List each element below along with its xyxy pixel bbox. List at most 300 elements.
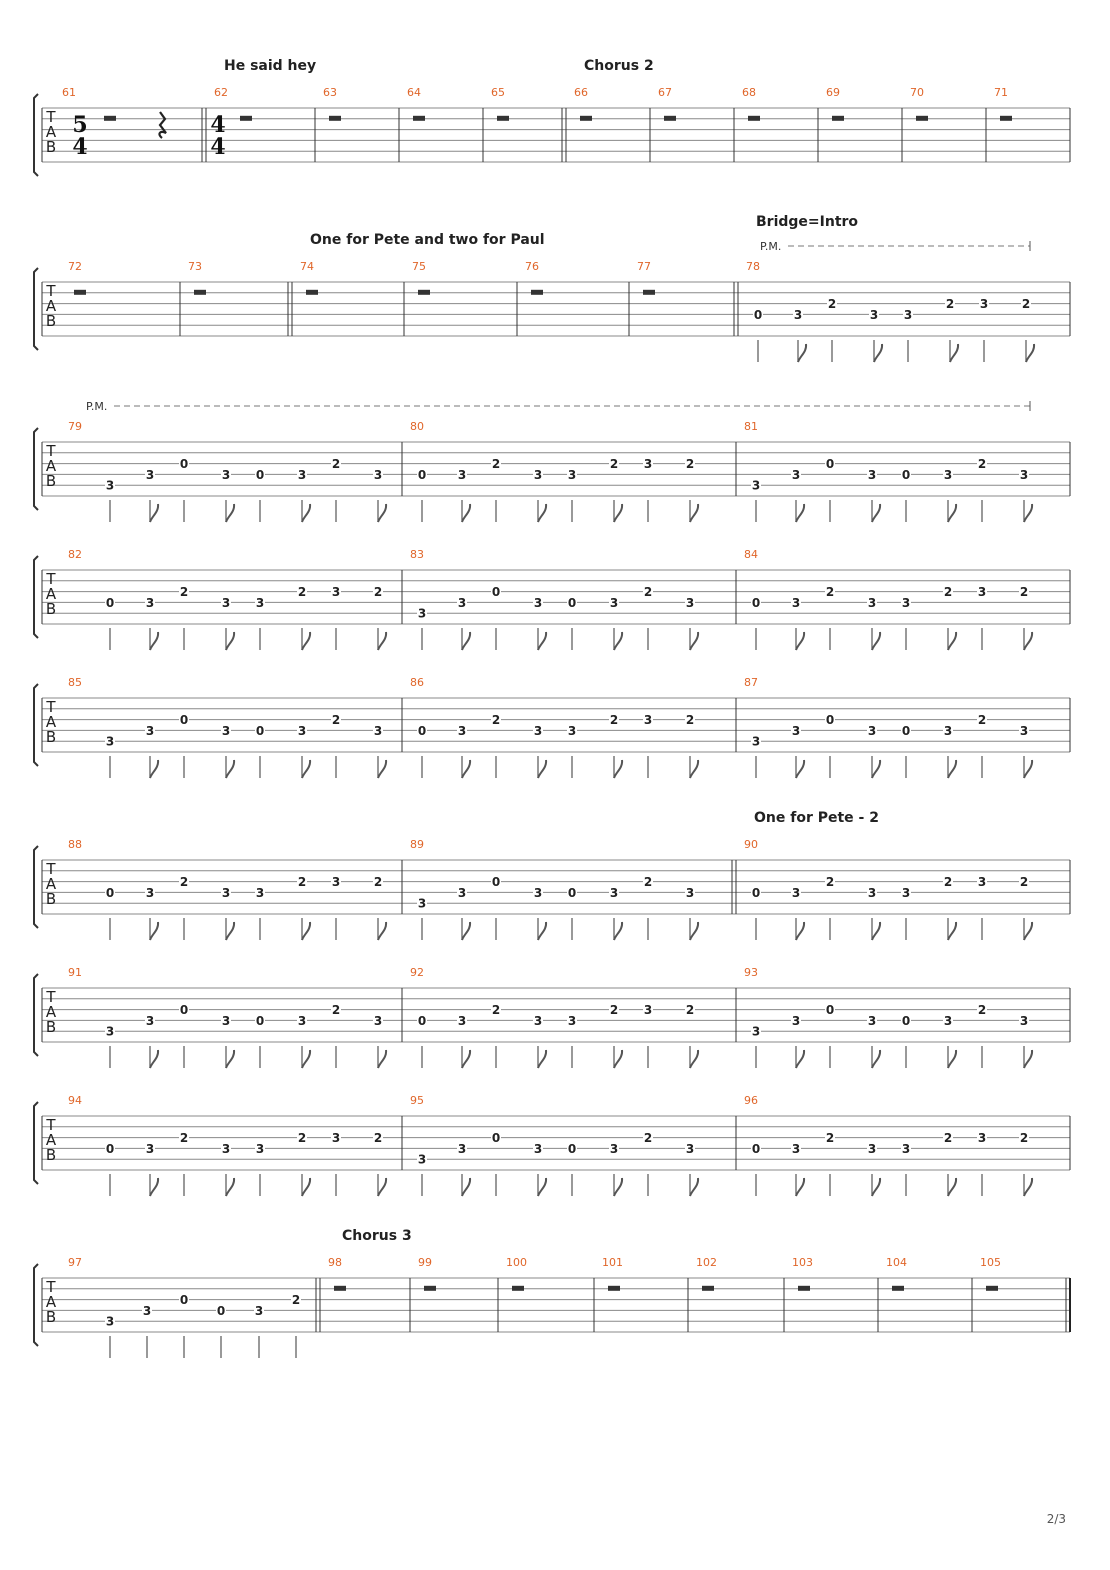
fret-number: 0 — [491, 585, 501, 600]
half-rest — [643, 290, 655, 295]
half-rest — [986, 1286, 998, 1291]
measure-number: 96 — [744, 1094, 758, 1107]
note-flag — [872, 760, 880, 778]
fret-number: 3 — [977, 875, 987, 890]
note-flag — [538, 632, 546, 650]
measure-number: 72 — [68, 260, 82, 273]
system-bracket — [34, 846, 38, 928]
fret-number: 2 — [977, 457, 987, 472]
fret-number: 0 — [901, 1013, 911, 1028]
palm-mute-label: P.M. — [760, 240, 782, 253]
system-bracket — [34, 268, 38, 350]
fret-number: 2 — [643, 1131, 653, 1146]
note-flag — [872, 504, 880, 522]
tab-clef-letter: A — [45, 1003, 57, 1021]
note-flag — [462, 760, 470, 778]
half-rest — [832, 116, 844, 121]
note-flag — [796, 1050, 804, 1068]
half-rest — [1000, 116, 1012, 121]
fret-number: 3 — [901, 595, 911, 610]
tab-clef-letter: T — [46, 282, 56, 300]
fret-number: 3 — [1019, 1013, 1029, 1028]
tab-clef-letter: B — [45, 312, 57, 330]
fret-number: 0 — [751, 885, 761, 900]
fret-number: 3 — [977, 585, 987, 600]
fret-number: 3 — [791, 467, 801, 482]
fret-number: 3 — [867, 723, 877, 738]
fret-number: 2 — [945, 297, 955, 312]
note-flag — [948, 1178, 956, 1196]
system-bracket — [34, 1102, 38, 1184]
fret-number: 3 — [145, 1013, 155, 1028]
section-label: Chorus 3 — [342, 1228, 412, 1244]
fret-number: 2 — [1019, 875, 1029, 890]
half-rest — [413, 116, 425, 121]
fret-number: 0 — [255, 723, 265, 738]
measure-number: 69 — [826, 86, 840, 99]
measure-number: 61 — [62, 86, 76, 99]
measure-number: 62 — [214, 86, 228, 99]
note-flag — [614, 760, 622, 778]
fret-number: 3 — [943, 467, 953, 482]
note-flag — [226, 632, 234, 650]
note-flag — [614, 1050, 622, 1068]
tab-clef-letter: T — [46, 1116, 56, 1134]
measure-number: 79 — [68, 420, 82, 433]
note-flag — [796, 760, 804, 778]
note-flag — [462, 1178, 470, 1196]
measure-number: 89 — [410, 838, 424, 851]
fret-number: 3 — [867, 467, 877, 482]
note-flag — [538, 504, 546, 522]
note-flag — [796, 504, 804, 522]
note-flag — [150, 1050, 158, 1068]
fret-number: 3 — [145, 595, 155, 610]
fret-number: 0 — [825, 457, 835, 472]
note-flag — [150, 504, 158, 522]
fret-number: 3 — [373, 723, 383, 738]
fret-number: 3 — [297, 467, 307, 482]
fret-number: 0 — [825, 1003, 835, 1018]
fret-number: 3 — [533, 885, 543, 900]
note-flag — [226, 1050, 234, 1068]
fret-number: 3 — [297, 723, 307, 738]
note-flag — [796, 1178, 804, 1196]
system-bracket — [34, 556, 38, 638]
fret-number: 2 — [373, 1131, 383, 1146]
fret-number: 2 — [1021, 297, 1031, 312]
fret-number: 3 — [643, 457, 653, 472]
fret-number: 3 — [145, 723, 155, 738]
note-flag — [302, 760, 310, 778]
note-flag — [302, 1178, 310, 1196]
measure-number: 91 — [68, 966, 82, 979]
note-flag — [462, 922, 470, 940]
measure-number: 85 — [68, 676, 82, 689]
fret-number: 0 — [901, 723, 911, 738]
note-flag — [948, 1050, 956, 1068]
measure-number: 81 — [744, 420, 758, 433]
time-signature-bottom: 4 — [210, 134, 226, 160]
fret-number: 3 — [793, 307, 803, 322]
note-flag — [378, 1178, 386, 1196]
fret-number: 3 — [457, 885, 467, 900]
note-flag — [690, 922, 698, 940]
fret-number: 0 — [567, 1141, 577, 1156]
quarter-rest — [159, 112, 166, 138]
note-flag — [226, 922, 234, 940]
fret-number: 3 — [221, 467, 231, 482]
fret-number: 2 — [685, 713, 695, 728]
tab-clef-letter: B — [45, 472, 57, 490]
fret-number: 3 — [533, 467, 543, 482]
fret-number: 3 — [417, 896, 427, 911]
tab-clef-letter: A — [45, 713, 57, 731]
fret-number: 3 — [373, 467, 383, 482]
note-flag — [872, 922, 880, 940]
half-rest — [306, 290, 318, 295]
tab-clef-letter: T — [46, 698, 56, 716]
fret-number: 3 — [255, 595, 265, 610]
measure-number: 64 — [407, 86, 421, 99]
fret-number: 0 — [491, 1131, 501, 1146]
fret-number: 0 — [567, 885, 577, 900]
note-flag — [872, 1178, 880, 1196]
note-flag — [378, 760, 386, 778]
fret-number: 2 — [491, 457, 501, 472]
measure-number: 73 — [188, 260, 202, 273]
fret-number: 2 — [827, 297, 837, 312]
half-rest — [512, 1286, 524, 1291]
time-signature-top: 4 — [210, 112, 226, 138]
fret-number: 0 — [179, 1003, 189, 1018]
note-flag — [948, 632, 956, 650]
half-rest — [497, 116, 509, 121]
fret-number: 3 — [1019, 723, 1029, 738]
note-flag — [226, 1178, 234, 1196]
tab-clef-letter: B — [45, 728, 57, 746]
note-flag — [948, 760, 956, 778]
measure-number: 102 — [696, 1256, 717, 1269]
fret-number: 2 — [825, 585, 835, 600]
note-flag — [226, 760, 234, 778]
measure-number: 87 — [744, 676, 758, 689]
note-flag — [462, 1050, 470, 1068]
fret-number: 3 — [533, 1141, 543, 1156]
tab-clef-letter: B — [45, 890, 57, 908]
note-flag — [614, 504, 622, 522]
note-flag — [798, 344, 806, 362]
note-flag — [874, 344, 882, 362]
fret-number: 2 — [643, 875, 653, 890]
fret-number: 0 — [216, 1303, 226, 1318]
fret-number: 3 — [791, 1141, 801, 1156]
fret-number: 3 — [943, 1013, 953, 1028]
note-flag — [1024, 632, 1032, 650]
fret-number: 2 — [373, 875, 383, 890]
note-flag — [690, 504, 698, 522]
fret-number: 3 — [867, 1013, 877, 1028]
fret-number: 3 — [221, 1013, 231, 1028]
fret-number: 2 — [685, 1003, 695, 1018]
measure-number: 101 — [602, 1256, 623, 1269]
fret-number: 3 — [105, 734, 115, 749]
note-flag — [538, 1178, 546, 1196]
fret-number: 3 — [221, 1141, 231, 1156]
fret-number: 3 — [457, 1013, 467, 1028]
fret-number: 3 — [867, 595, 877, 610]
note-flag — [150, 922, 158, 940]
system-bracket — [34, 428, 38, 510]
fret-number: 3 — [331, 1131, 341, 1146]
tab-clef-letter: A — [45, 123, 57, 141]
measure-number: 78 — [746, 260, 760, 273]
fret-number: 3 — [221, 885, 231, 900]
fret-number: 3 — [979, 297, 989, 312]
measure-number: 94 — [68, 1094, 82, 1107]
fret-number: 3 — [791, 1013, 801, 1028]
note-flag — [1024, 922, 1032, 940]
fret-number: 3 — [457, 595, 467, 610]
tab-clef-letter: A — [45, 297, 57, 315]
fret-number: 3 — [567, 723, 577, 738]
tab-clef-letter: B — [45, 1308, 57, 1326]
fret-number: 2 — [297, 1131, 307, 1146]
system-bracket — [34, 1264, 38, 1346]
note-flag — [796, 922, 804, 940]
fret-number: 2 — [943, 585, 953, 600]
measure-number: 93 — [744, 966, 758, 979]
measure-number: 92 — [410, 966, 424, 979]
fret-number: 3 — [145, 885, 155, 900]
measure-number: 98 — [328, 1256, 342, 1269]
fret-number: 3 — [685, 1141, 695, 1156]
half-rest — [892, 1286, 904, 1291]
measure-number: 65 — [491, 86, 505, 99]
measure-number: 67 — [658, 86, 672, 99]
measure-number: 66 — [574, 86, 588, 99]
fret-number: 3 — [533, 723, 543, 738]
measure-number: 105 — [980, 1256, 1001, 1269]
fret-number: 0 — [567, 595, 577, 610]
fret-number: 0 — [105, 885, 115, 900]
measure-number: 86 — [410, 676, 424, 689]
fret-number: 3 — [255, 1141, 265, 1156]
fret-number: 0 — [255, 1013, 265, 1028]
fret-number: 2 — [297, 585, 307, 600]
note-flag — [690, 760, 698, 778]
fret-number: 3 — [751, 734, 761, 749]
fret-number: 3 — [533, 1013, 543, 1028]
note-flag — [538, 1050, 546, 1068]
fret-number: 0 — [417, 467, 427, 482]
half-rest — [424, 1286, 436, 1291]
fret-number: 3 — [609, 595, 619, 610]
fret-number: 0 — [105, 1141, 115, 1156]
fret-number: 0 — [179, 1293, 189, 1308]
fret-number: 0 — [255, 467, 265, 482]
fret-number: 0 — [179, 457, 189, 472]
fret-number: 2 — [491, 1003, 501, 1018]
fret-number: 3 — [751, 478, 761, 493]
half-rest — [798, 1286, 810, 1291]
note-flag — [1024, 1050, 1032, 1068]
half-rest — [329, 116, 341, 121]
fret-number: 3 — [145, 1141, 155, 1156]
measure-number: 104 — [886, 1256, 907, 1269]
fret-number: 0 — [491, 875, 501, 890]
note-flag — [614, 1178, 622, 1196]
fret-number: 0 — [417, 723, 427, 738]
note-flag — [150, 1178, 158, 1196]
note-flag — [614, 922, 622, 940]
system-bracket — [34, 684, 38, 766]
fret-number: 3 — [943, 723, 953, 738]
note-flag — [796, 632, 804, 650]
fret-number: 2 — [297, 875, 307, 890]
note-flag — [1024, 504, 1032, 522]
fret-number: 3 — [373, 1013, 383, 1028]
fret-number: 3 — [791, 595, 801, 610]
half-rest — [104, 116, 116, 121]
half-rest — [608, 1286, 620, 1291]
fret-number: 2 — [609, 457, 619, 472]
fret-number: 3 — [867, 1141, 877, 1156]
page-number: 2/3 — [1046, 1512, 1066, 1526]
fret-number: 2 — [643, 585, 653, 600]
half-rest — [334, 1286, 346, 1291]
fret-number: 3 — [331, 875, 341, 890]
note-flag — [378, 922, 386, 940]
fret-number: 2 — [331, 1003, 341, 1018]
note-flag — [690, 632, 698, 650]
fret-number: 2 — [179, 585, 189, 600]
measure-number: 99 — [418, 1256, 432, 1269]
half-rest — [702, 1286, 714, 1291]
fret-number: 0 — [105, 595, 115, 610]
fret-number: 3 — [751, 1024, 761, 1039]
note-flag — [614, 632, 622, 650]
note-flag — [538, 760, 546, 778]
fret-number: 3 — [417, 606, 427, 621]
half-rest — [580, 116, 592, 121]
fret-number: 3 — [331, 585, 341, 600]
fret-number: 3 — [643, 713, 653, 728]
fret-number: 2 — [373, 585, 383, 600]
fret-number: 3 — [533, 595, 543, 610]
note-flag — [872, 1050, 880, 1068]
fret-number: 3 — [685, 595, 695, 610]
measure-number: 63 — [323, 86, 337, 99]
measure-number: 70 — [910, 86, 924, 99]
note-flag — [462, 504, 470, 522]
fret-number: 3 — [297, 1013, 307, 1028]
measure-number: 75 — [412, 260, 426, 273]
measure-number: 90 — [744, 838, 758, 851]
fret-number: 2 — [609, 1003, 619, 1018]
fret-number: 2 — [291, 1293, 301, 1308]
system-bracket — [34, 94, 38, 176]
measure-number: 74 — [300, 260, 314, 273]
half-rest — [74, 290, 86, 295]
fret-number: 2 — [179, 875, 189, 890]
fret-number: 3 — [903, 307, 913, 322]
tab-clef-letter: T — [46, 570, 56, 588]
fret-number: 3 — [791, 885, 801, 900]
fret-number: 2 — [179, 1131, 189, 1146]
half-rest — [748, 116, 760, 121]
section-label: He said hey — [224, 58, 317, 74]
fret-number: 3 — [457, 1141, 467, 1156]
fret-number: 3 — [105, 478, 115, 493]
fret-number: 3 — [609, 1141, 619, 1156]
fret-number: 3 — [609, 885, 619, 900]
fret-number: 3 — [977, 1131, 987, 1146]
tab-clef-letter: T — [46, 1278, 56, 1296]
measure-number: 83 — [410, 548, 424, 561]
fret-number: 3 — [221, 723, 231, 738]
half-rest — [418, 290, 430, 295]
fret-number: 3 — [105, 1314, 115, 1329]
fret-number: 2 — [331, 457, 341, 472]
fret-number: 3 — [142, 1303, 152, 1318]
note-flag — [150, 632, 158, 650]
measure-number: 84 — [744, 548, 758, 561]
fret-number: 2 — [331, 713, 341, 728]
tab-clef-letter: A — [45, 585, 57, 603]
section-label: Chorus 2 — [584, 58, 654, 74]
fret-number: 2 — [943, 875, 953, 890]
tab-clef-letter: B — [45, 600, 57, 618]
measure-number: 80 — [410, 420, 424, 433]
tab-clef-letter: B — [45, 1018, 57, 1036]
fret-number: 3 — [1019, 467, 1029, 482]
half-rest — [240, 116, 252, 121]
tab-clef-letter: A — [45, 1131, 57, 1149]
note-flag — [1024, 1178, 1032, 1196]
tab-clef-letter: A — [45, 457, 57, 475]
fret-number: 3 — [901, 885, 911, 900]
note-flag — [378, 504, 386, 522]
tab-clef-letter: T — [46, 860, 56, 878]
note-flag — [538, 922, 546, 940]
fret-number: 3 — [255, 885, 265, 900]
time-signature-top: 5 — [72, 112, 88, 138]
fret-number: 2 — [1019, 1131, 1029, 1146]
tab-clef-letter: A — [45, 1293, 57, 1311]
measure-number: 95 — [410, 1094, 424, 1107]
measure-number: 68 — [742, 86, 756, 99]
section-label: One for Pete - 2 — [754, 810, 879, 826]
tab-clef-letter: T — [46, 988, 56, 1006]
section-label: Bridge=Intro — [756, 214, 859, 230]
palm-mute-label: P.M. — [86, 400, 108, 413]
tab-clef-letter: T — [46, 442, 56, 460]
measure-number: 76 — [525, 260, 539, 273]
measure-number: 100 — [506, 1256, 527, 1269]
note-flag — [1024, 760, 1032, 778]
tab-clef-letter: A — [45, 875, 57, 893]
note-flag — [948, 922, 956, 940]
fret-number: 3 — [417, 1152, 427, 1167]
note-flag — [1026, 344, 1034, 362]
fret-number: 3 — [791, 723, 801, 738]
fret-number: 2 — [685, 457, 695, 472]
time-signature-bottom: 4 — [72, 134, 88, 160]
fret-number: 3 — [567, 1013, 577, 1028]
system-bracket — [34, 974, 38, 1056]
note-flag — [302, 632, 310, 650]
